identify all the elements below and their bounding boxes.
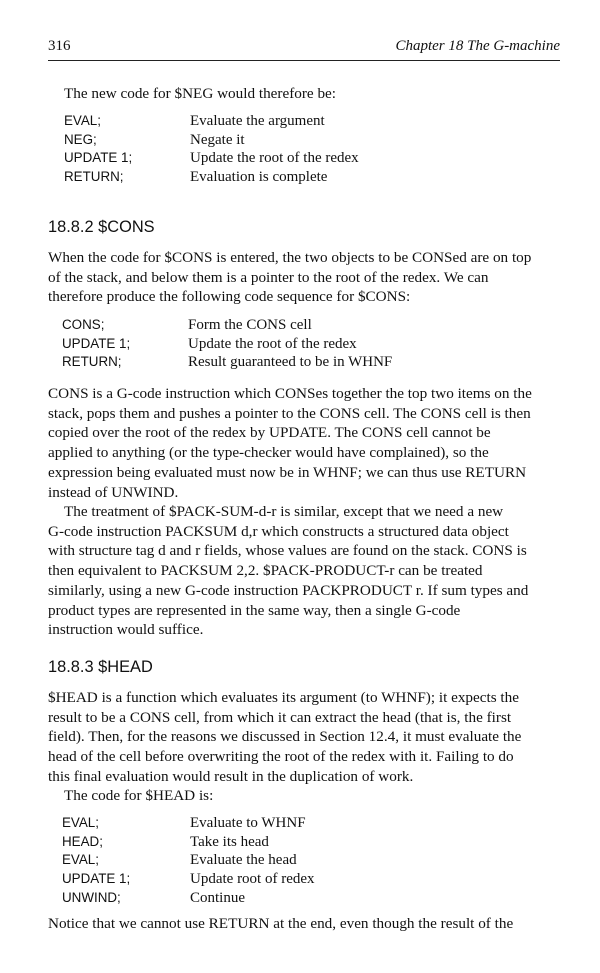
head-paragraph: $HEAD is a function which evaluates its argument (to WHNF); it expects the result to be a CONS cell, from which it can extract the head (that is, the first field). Then, for the reasons we discussed in Section 12.4, it must evaluate the head of the cell before overwriting the root of the redex with it. Failing to do this final evaluation would result in the duplication of work. [48,689,522,785]
code-line: EVAL; Evaluate to WHNF [62,815,306,831]
cons-explanation: CONS is a G-code instruction which CONSes together the top two items on the stack, pops them and pushes a pointer to the CONS cell. The CONS cell is then copied over the root of the redex by UPDATE. The CONS cell cannot be applied to anything (or the type-checker would have complained), so the expression being evaluated must now be in WHNF; we can thus use RETURN instead of UNWIND. [48,385,532,501]
neg-code-block [64,112,484,187]
page-number: 316 [48,38,71,54]
code-line: HEAD; Take its head [62,833,269,850]
code-line: UPDATE 1; Update the root of the redex [62,335,357,352]
head-intro: The code for $HEAD is: [64,787,214,804]
code-line: CONS; Form the CONS cell [62,317,312,333]
section-heading-cons: 18.8.2 $CONS [48,218,155,236]
code-line: RETURN; Result guaranteed to be in WHNF [62,354,393,371]
section-heading-head: 18.8.3 $HEAD [48,658,153,676]
chapter-title: Chapter 18 The G-machine [395,38,560,54]
running-header [48,38,560,58]
pack-paragraph: The treatment of $PACK-SUM-d-r is similar, except that we need a new G-code instruction PACKSUM d,r which constructs a structured data object with structure tag d and r fields, whose values are found on the stack. CONS is then equivalent to PACKSUM 2,2. $PACK-PRODUCT-r can be treated similarly, using a new G-code instruction PACKPRODUCT r. If sum types and product types are represented in the same way, then a single G-code instruction would suffice. [48,503,529,639]
final-line: Notice that we cannot use RETURN at the end, even though the result of the [48,915,514,932]
code-line: UPDATE 1; Update root of redex [62,871,315,888]
neg-intro: The new code for $NEG would therefore be: [64,85,337,102]
code-line: EVAL; Evaluate the argument [64,113,325,129]
cons-code-block [62,316,482,372]
code-line: UPDATE 1; Update the root of the redex [64,150,359,167]
code-line: EVAL; Evaluate the head [62,852,297,869]
code-line: NEG; Negate it [64,131,245,148]
head-code-block [62,814,482,907]
code-line: UNWIND; Continue [62,889,245,906]
code-line: RETURN; Evaluation is complete [64,169,328,186]
cons-paragraph: When the code for $CONS is entered, the two objects to be CONSed are on top of the stack, and below them is a pointer to the root of the redex. We can therefore produce the following code sequence for $CONS: [48,249,532,306]
header-rule [48,60,560,61]
